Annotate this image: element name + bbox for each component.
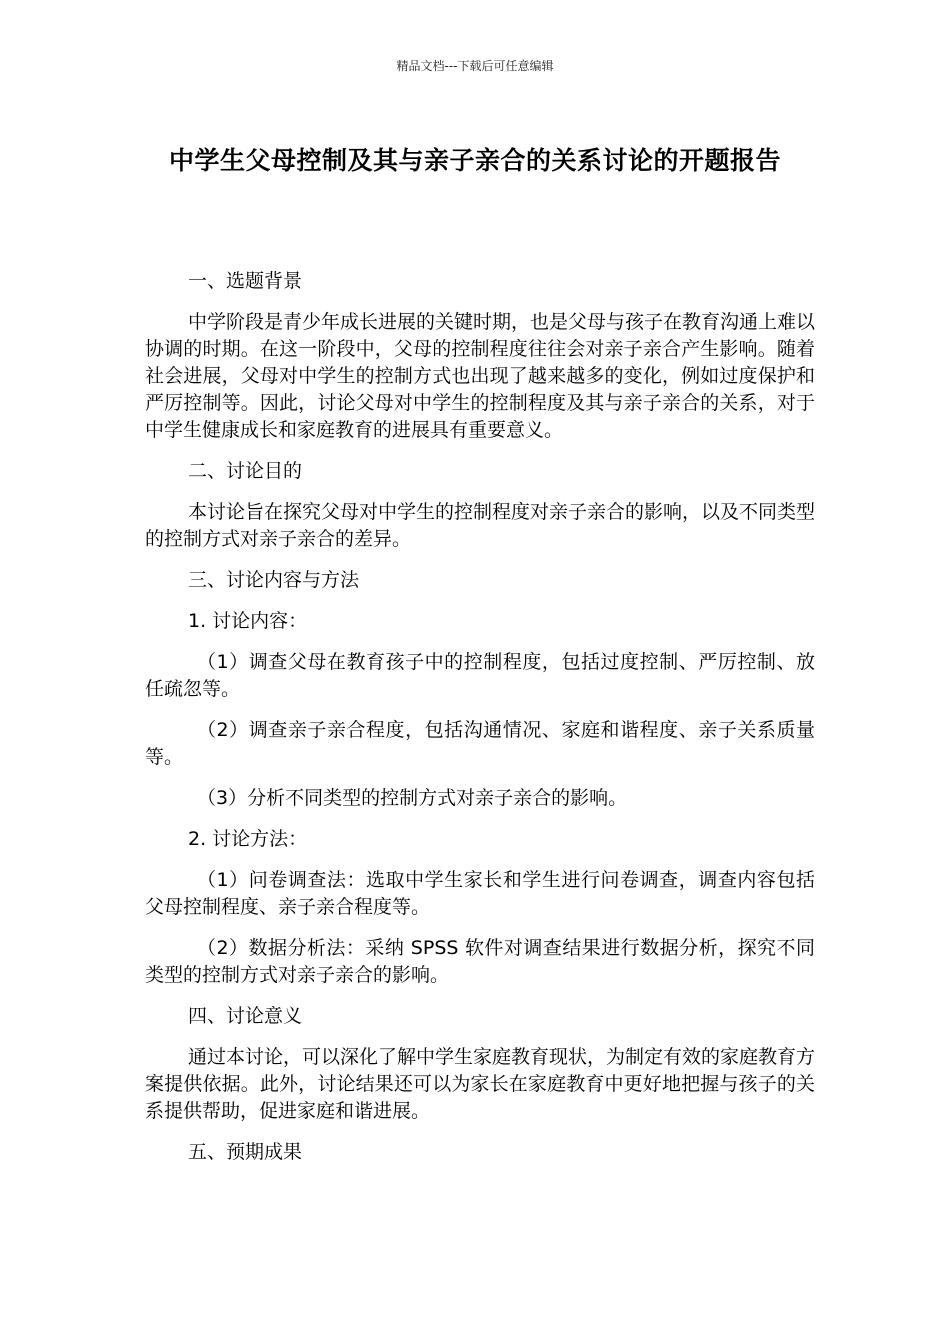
section-heading-expected-results: 五、预期成果 — [188, 1141, 303, 1163]
list-item: （3）分析不同类型的控制方式对亲子亲合的影响。 — [197, 787, 628, 809]
section-heading-background: 一、选题背景 — [188, 270, 303, 292]
list-item: （1）调查父母在教育孩子中的控制程度，包括过度控制、严厉控制、放任疏忽等。 — [145, 651, 815, 700]
subheading-method: 2. 讨论方法： — [188, 828, 308, 850]
paragraph-background: 中学阶段是青少年成长进展的关键时期，也是父母与孩子在教育沟通上难以协调的时期。在这一阶段中，父母的控制程度往往会对亲子亲合产生影响。随着社会进展，父母对中学生的控制方式也出现了越来越多的变化，例如过度保护和严厉控制等。因此，讨论父母对中学生的控制程度及其与亲子亲合的关系，对于中学生健康成长和家庭教育的进展具有重要意义。 — [145, 311, 816, 441]
list-item: （2）数据分析法：采纳 SPSS 软件对调查结果进行数据分析，探究不同类型的控制方式对亲子亲合的影响。 — [145, 937, 815, 986]
paragraph-purpose: 本讨论旨在探究父母对中学生的控制程度对亲子亲合的影响，以及不同类型的控制方式对亲子亲合的差异。 — [145, 501, 816, 550]
document-body — [145, 268, 815, 1180]
paragraph-significance: 通过本讨论，可以深化了解中学生家庭教育现状，为制定有效的家庭教育方案提供依据。此外，讨论结果还可以为家长在家庭教育中更好地把握与孩子的关系提供帮助，促进家庭和谐进展。 — [145, 1046, 816, 1122]
list-item: （1）问卷调查法：选取中学生家长和学生进行问卷调查，调查内容包括父母控制程度、亲子亲合程度等。 — [145, 869, 815, 918]
section-heading-significance: 四、讨论意义 — [188, 1005, 303, 1027]
subheading-content: 1. 讨论内容： — [188, 610, 308, 632]
list-item: （2）调查亲子亲合程度，包括沟通情况、家庭和谐程度、亲子关系质量等。 — [145, 719, 815, 768]
document-title: 中学生父母控制及其与亲子亲合的关系讨论的开题报告 — [168, 146, 781, 175]
header-note: 精品文档---下载后可任意编辑 — [396, 59, 554, 73]
section-heading-content-method: 三、讨论内容与方法 — [188, 569, 360, 591]
section-heading-purpose: 二、讨论目的 — [188, 460, 303, 482]
